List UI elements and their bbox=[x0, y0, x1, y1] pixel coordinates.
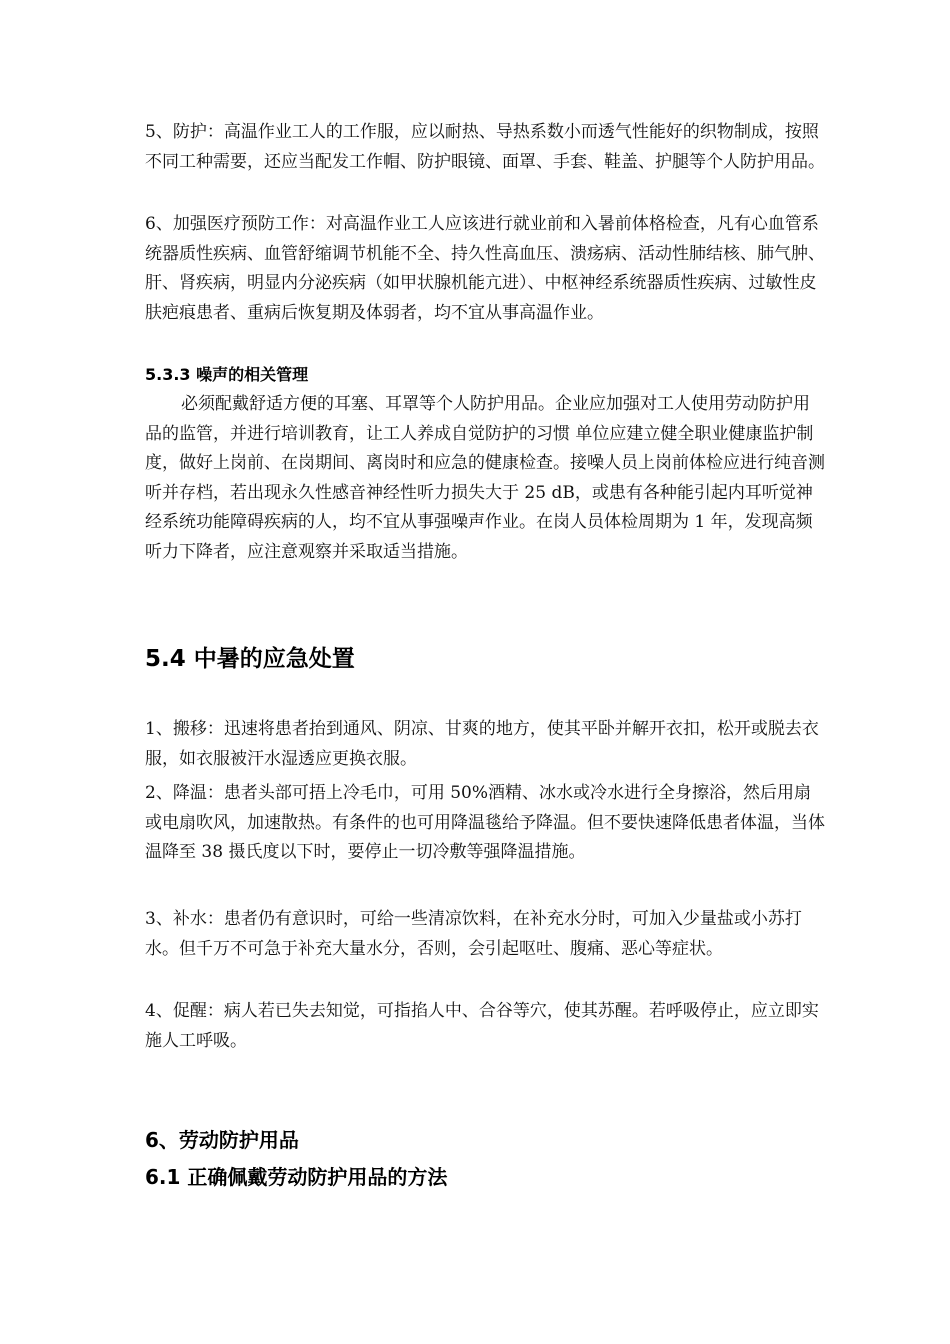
paragraph-hydration: 3、补水：患者仍有意识时，可给一些清凉饮料，在补充水分时，可加入少量盐或小苏打水。但千万不可急于补充大量水分，否则，会引起呕吐、腹痛、恶心等症状。 bbox=[145, 909, 802, 959]
heading-5-3-3: 5.3.3 噪声的相关管理 bbox=[145, 365, 309, 384]
heading-6: 6、劳动防护用品 bbox=[145, 1128, 299, 1152]
paragraph-medical-prevention: 6、加强医疗预防工作：对高温作业工人应该进行就业前和入暑前体格检查，凡有心血管系统器质性疾病、血管舒缩调节机能不全、持久性高血压、溃疡病、活动性肺结核、肺气肿、肝、肾疾病，明显内分泌疾病（如甲状腺机能亢进）、中枢神经系统器质性疾病、过敏性皮肤疤痕患者、重病后恢复期及体弱者，均不宜从事高温作业。 bbox=[145, 214, 825, 323]
paragraph-noise-management: 必须配戴舒适方便的耳塞、耳罩等个人防护用品。企业应加强对工人使用劳动防护用品的监管，并进行培训教育，让工人养成自觉防护的习惯 单位应建立健全职业健康监护制度，做好上岗前、在岗期间、离岗时和应急的健康检查。接噪人员上岗前体检应进行纯音测听并存档，若出现永久性感音神经性听力损失大于 25 dB，或患有各种能引起内耳听觉神经系统功能障碍疾病的人，均不宜从事强噪声作业。在岗人员体检周期为 1 年，发现高频听力下降者，应注意观察并采取适当措施。 bbox=[145, 394, 825, 562]
heading-5-4: 5.4 中暑的应急处置 bbox=[145, 646, 355, 672]
heading-6-1: 6.1 正确佩戴劳动防护用品的方法 bbox=[145, 1165, 448, 1189]
paragraph-protection: 5、防护：高温作业工人的工作服，应以耐热、导热系数小而透气性能好的织物制成，按照不同工种需要，还应当配发工作帽、防护眼镜、面罩、手套、鞋盖、护腿等个人防护用品。 bbox=[145, 122, 825, 172]
paragraph-cooling: 2、降温：患者头部可捂上冷毛巾，可用 50%酒精、冰水或冷水进行全身擦浴，然后用扇或电扇吹风，加速散热。有条件的也可用降温毯给予降温。但不要快速降低患者体温，当体温降至 38 摄氏度以下时，要停止一切冷敷等强降温措施。 bbox=[145, 783, 825, 863]
paragraph-revive: 4、促醒：病人若已失去知觉，可指掐人中、合谷等穴，使其苏醒。若呼吸停止，应立即实施人工呼吸。 bbox=[145, 1001, 819, 1051]
paragraph-move-patient: 1、搬移：迅速将患者抬到通风、阴凉、甘爽的地方，使其平卧并解开衣扣，松开或脱去衣服，如衣服被汗水湿透应更换衣服。 bbox=[145, 719, 819, 769]
